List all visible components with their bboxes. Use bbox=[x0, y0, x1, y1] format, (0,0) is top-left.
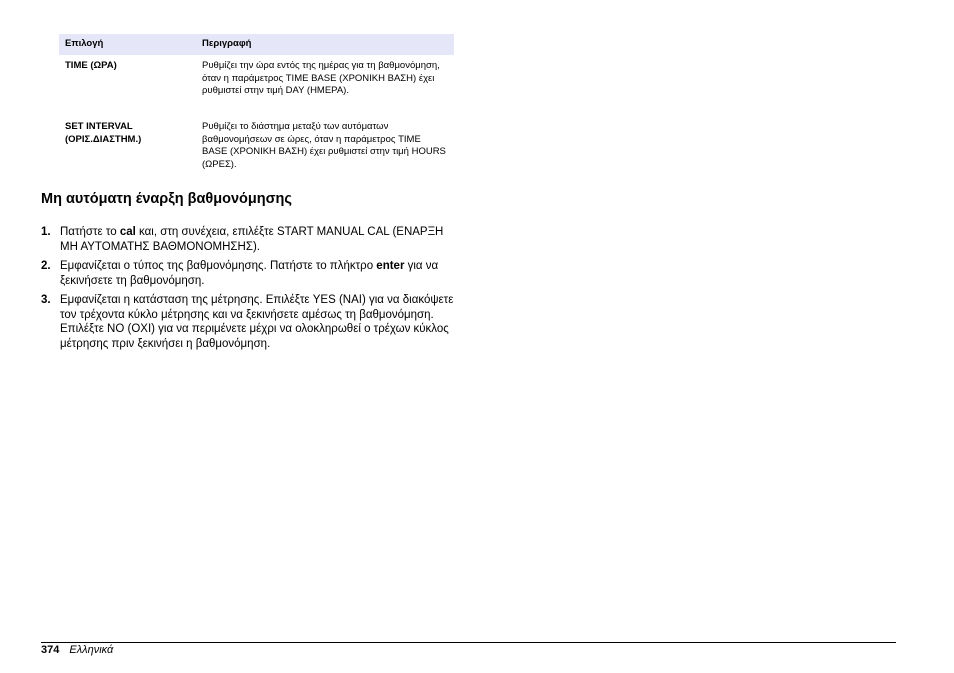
step-number: 2. bbox=[41, 260, 51, 272]
table-header-row bbox=[59, 34, 454, 55]
step-text bbox=[60, 226, 443, 253]
description-set-interval: Ρυθμίζει το διάστημα μεταξύ των αυτόματων βαθμονομήσεων σε ώρες, όταν η παράμετρος TIME BASE (ΧΡΟΝΙΚΗ ΒΑΣΗ) έχει ρυθμιστεί στην τιμή HOURS (ΩΡΕΣ). bbox=[202, 121, 446, 170]
key-cal: cal bbox=[119, 226, 136, 238]
step-item bbox=[41, 225, 456, 254]
header-description: Περιγραφή bbox=[202, 34, 454, 55]
table-row bbox=[59, 55, 454, 116]
footer-language: Ελληνικά bbox=[69, 644, 114, 656]
header-option: Επιλογή bbox=[59, 34, 202, 55]
step-text-before: Πατήστε το bbox=[60, 226, 120, 238]
section-heading: Μη αυτόματη έναρξη βαθμονόμησης bbox=[41, 191, 292, 207]
step-text bbox=[60, 260, 438, 287]
description-time: Ρυθμίζει την ώρα εντός της ημέρας για τη βαθμονόμηση, όταν η παράμετρος TIME BASE (ΧΡΟΝΙΚΗ ΒΑΣΗ) έχει ρυθμιστεί στην τιμή DAY (ΗΜΕΡΑ). bbox=[202, 60, 440, 96]
step-text: Εμφανίζεται η κατάσταση της μέτρησης. Επιλέξτε YES (ΝΑΙ) για να διακόψετε τον τρέχοντα κύκλο μέτρησης και να ξεκινήσετε αμέσως τη βαθμονόμηση. Επιλέξτε NO (ΟΧΙ) για να περιμένετε μέχρι να ολοκληρωθεί ο τρέχων κύκλος μέτρησης πριν ξεκινήσει η βαθμονόμηση. bbox=[60, 294, 454, 350]
step-text-after: για να ξεκινήσετε τη βαθμονόμηση. bbox=[60, 260, 439, 287]
steps-list bbox=[41, 225, 456, 356]
step-text-after: και, στη συνέχεια, επιλέξτε START MANUAL CAL (ΕΝΑΡΞΗ ΜΗ ΑΥΤΟΜΑΤΗΣ ΒΑΘΜΟΝΟΜΗΣΗΣ). bbox=[60, 226, 444, 253]
page-number: 374 bbox=[41, 644, 60, 656]
table-row bbox=[59, 116, 454, 177]
options-table bbox=[59, 34, 454, 177]
option-time: TIME (ΩΡΑ) bbox=[65, 60, 117, 71]
step-item bbox=[41, 259, 456, 288]
page-footer bbox=[41, 643, 113, 657]
key-enter: enter bbox=[376, 260, 405, 272]
option-set-interval-line2: (ΟΡΙΣ.ΔΙΑΣΤΗΜ.) bbox=[65, 133, 142, 145]
step-text-before: Εμφανίζεται ο τύπος της βαθμονόμησης. Πατήστε το πλήκτρο bbox=[60, 260, 377, 272]
step-number: 3. bbox=[41, 294, 51, 306]
option-set-interval-line1: SET INTERVAL bbox=[65, 121, 133, 132]
step-number: 1. bbox=[41, 226, 51, 238]
step-item bbox=[41, 293, 456, 351]
footer-divider bbox=[41, 642, 896, 643]
option-set-interval bbox=[59, 116, 202, 177]
